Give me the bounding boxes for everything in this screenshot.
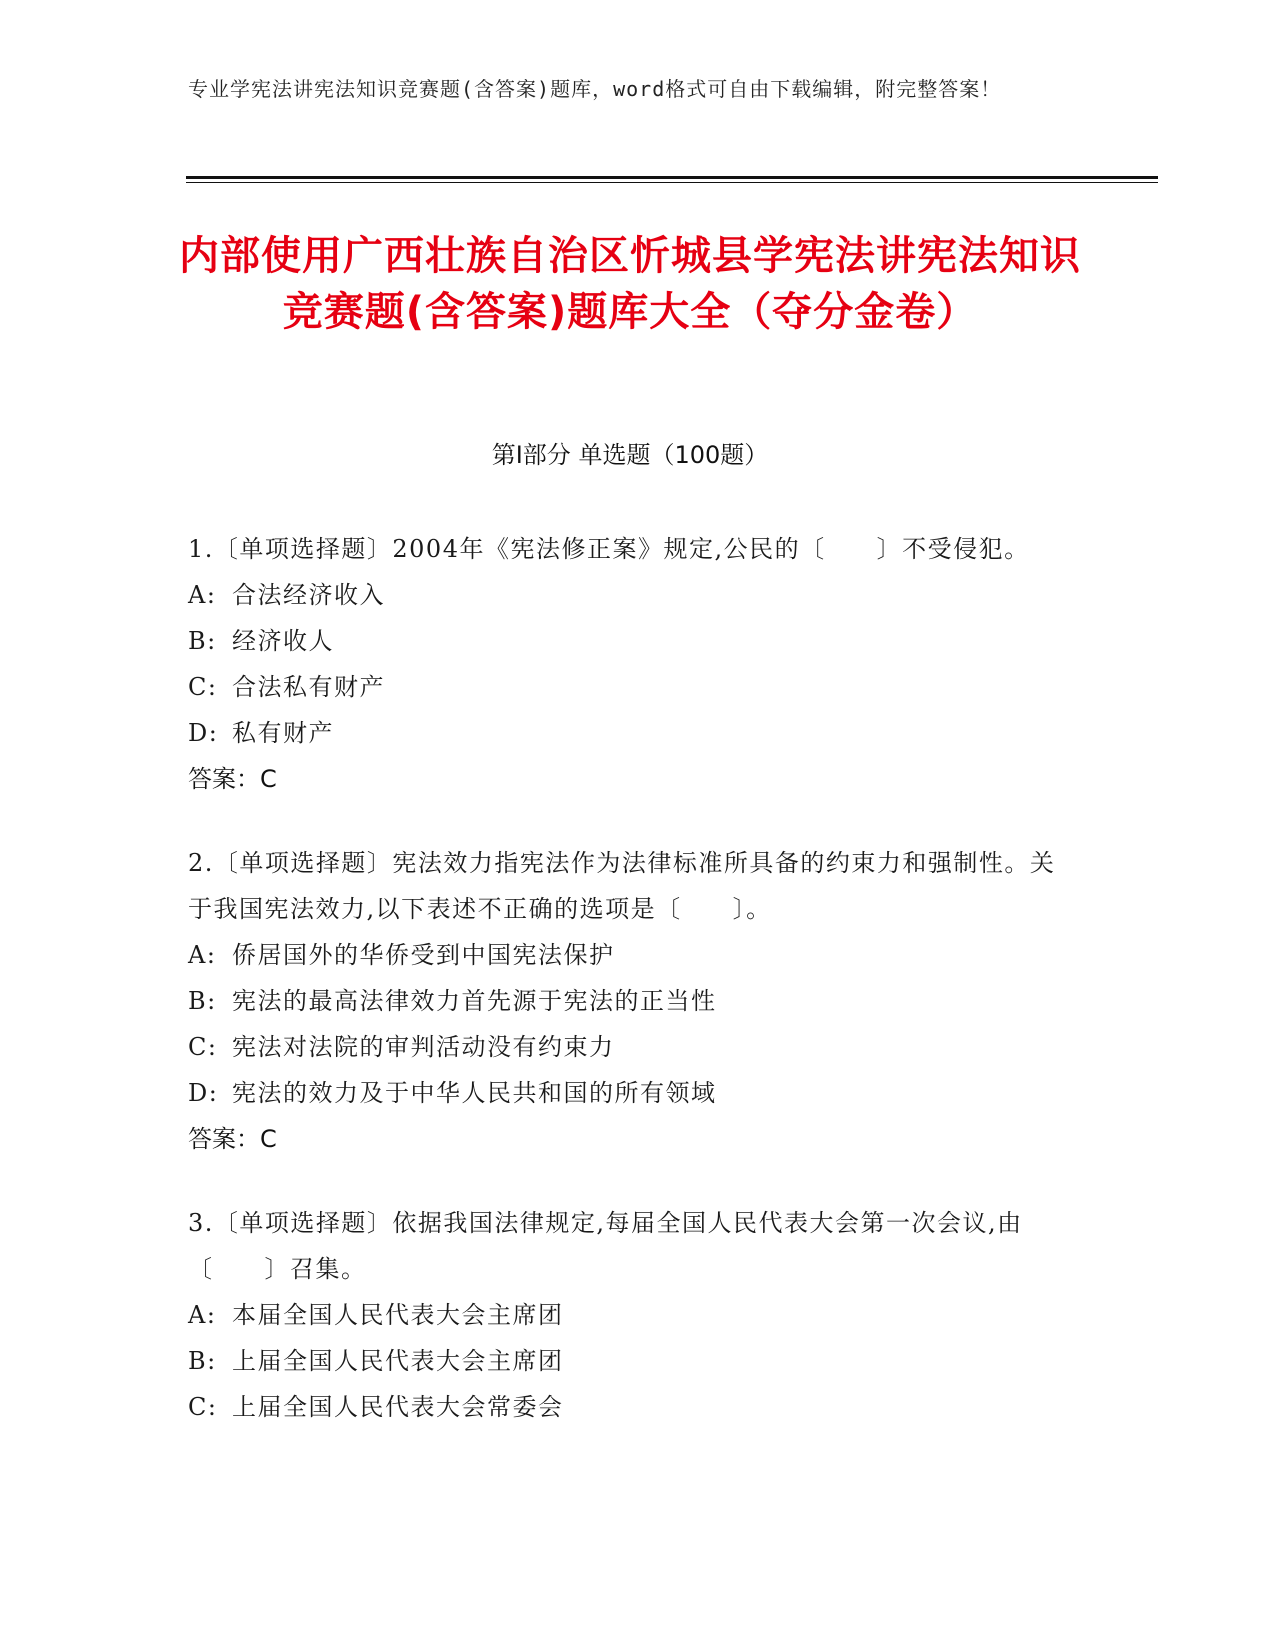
question-answer: 答案：C [188,1125,277,1153]
document-title: 内部使用广西壮族自治区忻城县学宪法讲宪法知识竞赛题(含答案)题库大全（夺分金卷） [179,233,1081,335]
question-option [188,1024,1068,1070]
option-key: D: [188,719,219,747]
header-divider-thin [186,182,1158,183]
header-divider-thick [186,176,1158,179]
option-text: 经济收人 [232,627,334,655]
option-key: C: [188,673,218,701]
option-text: 合法经济收入 [232,581,385,609]
question-stem: 3.〔单项选择题〕依据我国法律规定,每届全国人民代表大会第一次会议,由〔 〕召集。 [188,1209,1023,1283]
option-text: 上届全国人民代表大会主席团 [232,1347,564,1375]
option-key: B: [188,987,217,1015]
option-key: A: [188,1301,217,1329]
question-answer: 答案：C [188,765,277,793]
question-stem: 2.〔单项选择题〕宪法效力指宪法作为法律标准所具备的约束力和强制性。关于我国宪法效力,以下表述不正确的选项是〔 〕。 [188,849,1056,923]
option-key: D: [188,1079,219,1107]
option-key: B: [188,1347,217,1375]
section-heading: 第Ⅰ部分 单选题（100题） [491,441,769,469]
question-item [188,526,1068,802]
option-text: 侨居国外的华侨受到中国宪法保护 [232,941,615,969]
question-option [188,932,1068,978]
option-key: A: [188,941,217,969]
option-text: 本届全国人民代表大会主席团 [232,1301,564,1329]
option-text: 合法私有财产 [232,673,385,701]
option-text: 宪法的最高法律效力首先源于宪法的正当性 [232,987,717,1015]
question-option [188,572,1068,618]
option-text: 私有财产 [232,719,334,747]
question-option [188,1338,1068,1384]
question-option [188,978,1068,1024]
question-option [188,1384,1068,1430]
option-key: B: [188,627,217,655]
option-text: 宪法对法院的审判活动没有约束力 [232,1033,615,1061]
question-option [188,710,1068,756]
question-item [188,1200,1068,1430]
option-key: C: [188,1033,218,1061]
question-stem: 1.〔单项选择题〕2004年《宪法修正案》规定,公民的〔 〕不受侵犯。 [188,535,1030,563]
header-note: 专业学宪法讲宪法知识竞赛题(含答案)题库，word格式可自由下载编辑，附完整答案！ [188,77,1002,101]
question-option [188,618,1068,664]
option-key: C: [188,1393,218,1421]
option-text: 宪法的效力及于中华人民共和国的所有领域 [232,1079,717,1107]
option-key: A: [188,581,217,609]
option-text: 上届全国人民代表大会常委会 [232,1393,564,1421]
question-option [188,664,1068,710]
question-option [188,1292,1068,1338]
question-option [188,1070,1068,1116]
question-list [188,526,1068,1468]
question-item [188,840,1068,1162]
